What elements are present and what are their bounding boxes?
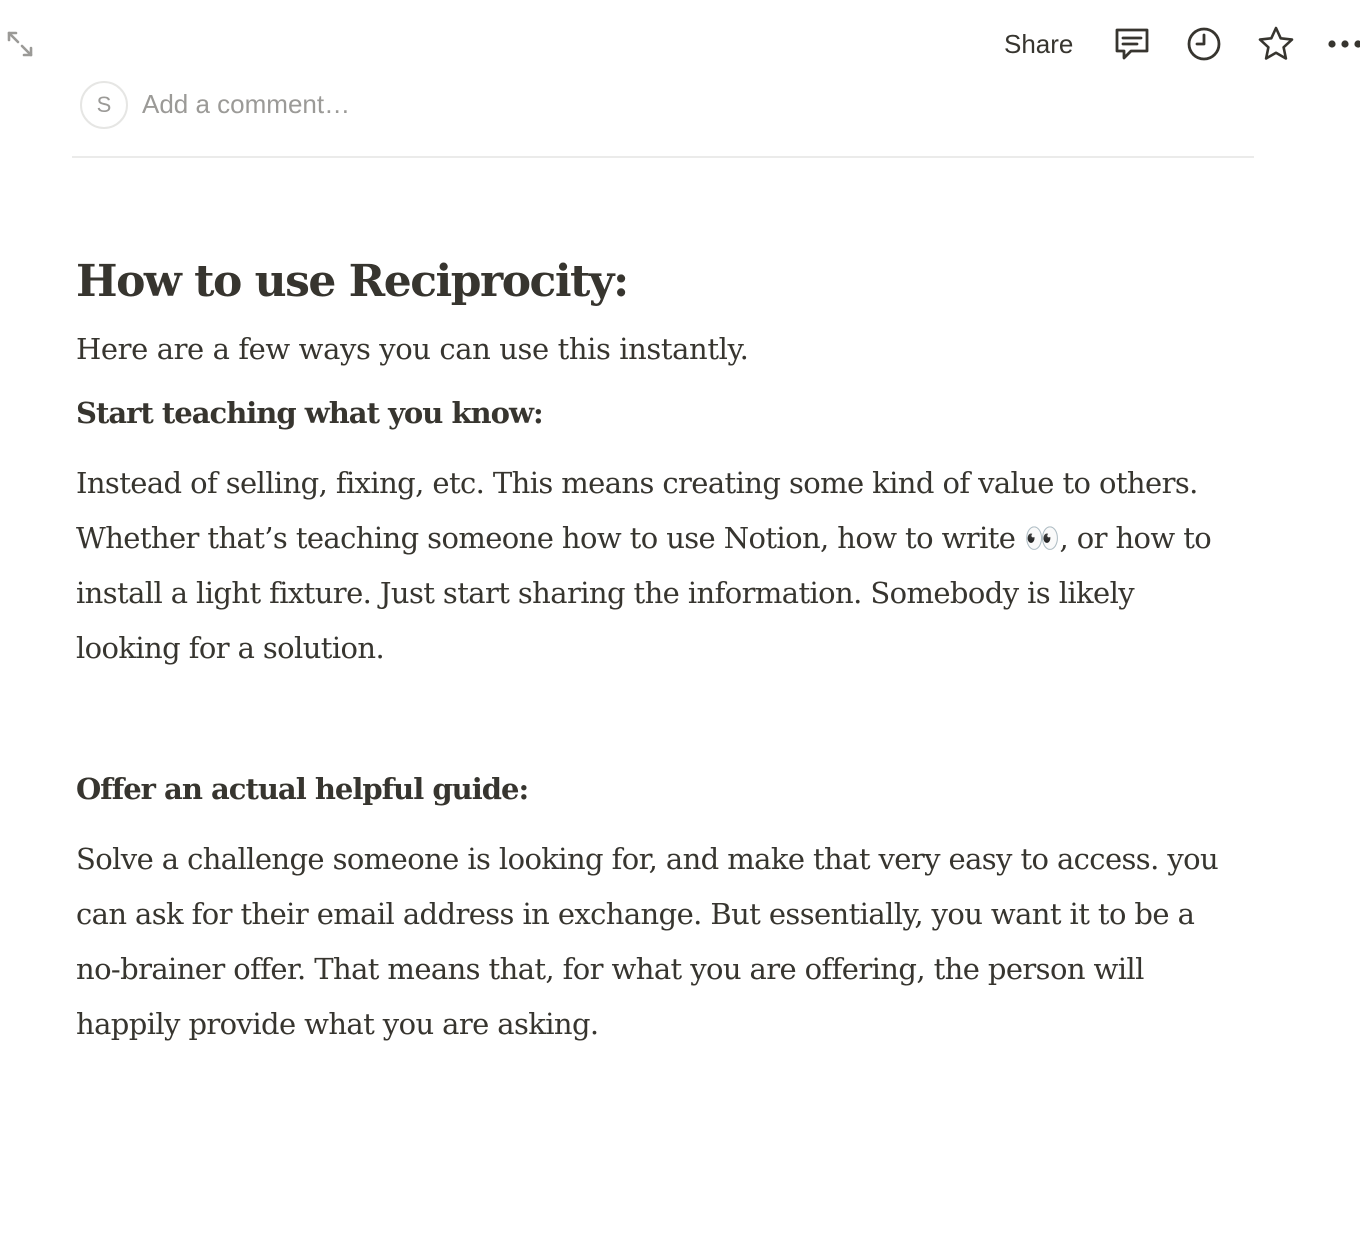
paragraph-line: can ask for their email address in exchange. But essentially, you want it to be a <box>76 897 1195 931</box>
share-button[interactable]: Share <box>1004 29 1074 59</box>
comment-bar <box>72 78 1254 158</box>
more-dots-icon[interactable] <box>1326 24 1360 64</box>
paragraph-line: Instead of selling, fixing, etc. This means creating some kind of value to others. <box>76 466 1198 500</box>
clock-history-icon[interactable] <box>1184 24 1224 64</box>
expand-icon[interactable] <box>4 28 36 60</box>
section-paragraph-teaching <box>76 456 1256 676</box>
avatar: S <box>80 81 128 129</box>
paragraph-line: looking for a solution. <box>76 631 385 665</box>
section-heading-teaching: Start teaching what you know: <box>76 396 543 430</box>
paragraph-line: install a light fixture. Just start sharing the information. Somebody is likely <box>76 576 1135 610</box>
paragraph-line: Whether that’s teaching someone how to use Notion, how to write 👀, or how to <box>76 521 1212 555</box>
comment-input[interactable] <box>142 86 1042 122</box>
intro-paragraph: Here are a few ways you can use this instantly. <box>76 332 749 366</box>
paragraph-line: happily provide what you are asking. <box>76 1007 599 1041</box>
star-icon[interactable] <box>1256 24 1296 64</box>
section-heading-guide: Offer an actual helpful guide: <box>76 772 529 806</box>
page-title: How to use Reciprocity: <box>76 256 628 307</box>
page-content <box>76 248 1256 1052</box>
paragraph-line: Solve a challenge someone is looking for, and make that very easy to access. you <box>76 842 1219 876</box>
paragraph-line: no-brainer offer. That means that, for what you are offering, the person will <box>76 952 1144 986</box>
top-bar <box>0 0 1360 88</box>
comment-icon[interactable] <box>1112 24 1152 64</box>
section-paragraph-guide <box>76 832 1256 1052</box>
